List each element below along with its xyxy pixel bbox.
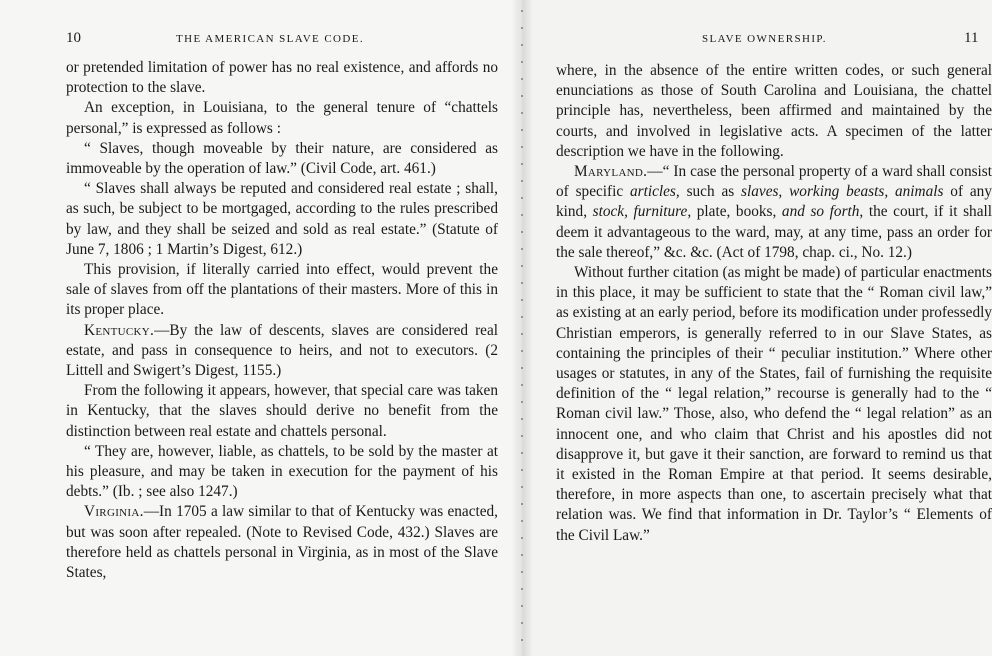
left-running-head: THE AMERICAN SLAVE CODE. xyxy=(176,33,365,45)
paragraph: Maryland.—“ In case the personal property of a ward shall consist of specific articles, such as slaves, working beasts, animals of any kind, stock, furniture, plate, books, and so forth, the court, if it shall deem it advantageous to the ward, may, at any time, pass an order for the sale thereof,” &c. &c. (Act of 1798, chap. ci., No. 12.) xyxy=(556,163,992,261)
left-page-body xyxy=(66,58,498,583)
right-page-body xyxy=(556,61,992,546)
paragraph: Kentucky.—By the law of descents, slaves are considered real estate, and pass in consequence to heirs, and not to executors. (2 Littell and Swigert’s Digest, 1155.) xyxy=(66,321,498,380)
paragraph: or pretended limitation of power has no real existence, and affords no protection to the slave. xyxy=(66,59,498,97)
paragraph: where, in the absence of the entire written codes, or such general enunciations as those of South Carolina and Louisiana, the chattel principle has, nevertheless, been affirmed and maintained by the courts, and involved in legislative acts. A specimen of the latter description we have in the following. xyxy=(556,62,992,160)
paragraph: Virginia.—In 1705 a law similar to that of Kentucky was enacted, but was soon after repealed. (Note to Revised Code, 432.) Slaves are therefore held as chattels personal in Virginia, as in most of the Slave States, xyxy=(66,503,498,582)
right-page-number: 11 xyxy=(964,30,979,46)
right-running-head: SLAVE OWNERSHIP. xyxy=(702,33,827,45)
paragraph: “ They are, however, liable, as chattels, to be sold by the master at his pleasure, and may be taken in execution for the payment of his debts.” (Ib. ; see also 1247.) xyxy=(66,442,498,501)
state-heading-maryland: Maryland. xyxy=(574,163,648,181)
paragraph: Without further citation (as might be made) of particular enactments in this place, it may be sufficient to state that the “ Roman civil law,” as existing at an early period, before its modification under professedly Christian emperors, is generally referred to in our Slave States, as containing the principles of their “ peculiar institution.” Where other usages or statutes, in any of the States, fail of furnishing the requisite definition of the “ legal relation,” recourse is generally had to the “ Roman civil law.” Those, also, who defend the “ legal relation” as an innocent one, and who claim that Christ and his apostles did not disapprove it, but gave it their sanction, are forward to remind us that it existed in the Roman Empire at that period. It seems desirable, therefore, in more aspects than one, to ascertain precisely what that relation was. We find that information in Dr. Taylor’s “ Elements of the Civil Law.” xyxy=(556,264,992,544)
state-heading-kentucky: Kentucky. xyxy=(84,321,155,339)
paragraph: From the following it appears, however, that special care was taken in Kentucky, that the slaves should derive no benefit from the distinction between real estate and chattels personal. xyxy=(66,382,498,440)
paragraph: An exception, in Louisiana, to the general tenure of “chattels personal,” is expressed as follows : xyxy=(66,99,498,137)
paragraph: “ Slaves, though moveable by their nature, are considered as immoveable by the operation of law.” (Civil Code, art. 461.) xyxy=(66,139,498,178)
binding-stitches xyxy=(521,10,523,646)
paragraph: “ Slaves shall always be reputed and considered real estate ; shall, as such, be subject to be mortgaged, according to the rules prescribed by law, and they shall be seized and sold as real estate.” (Statute of June 7, 1806 ; 1 Martin’s Digest, 612.) xyxy=(66,180,498,258)
paragraph: This provision, if literally carried into effect, would prevent the sale of slaves from off the plantations of their masters. More of this in its proper place. xyxy=(66,261,498,319)
right-page xyxy=(515,0,992,656)
left-page-number: 10 xyxy=(66,30,81,46)
state-heading-virginia: Virginia. xyxy=(84,503,144,521)
